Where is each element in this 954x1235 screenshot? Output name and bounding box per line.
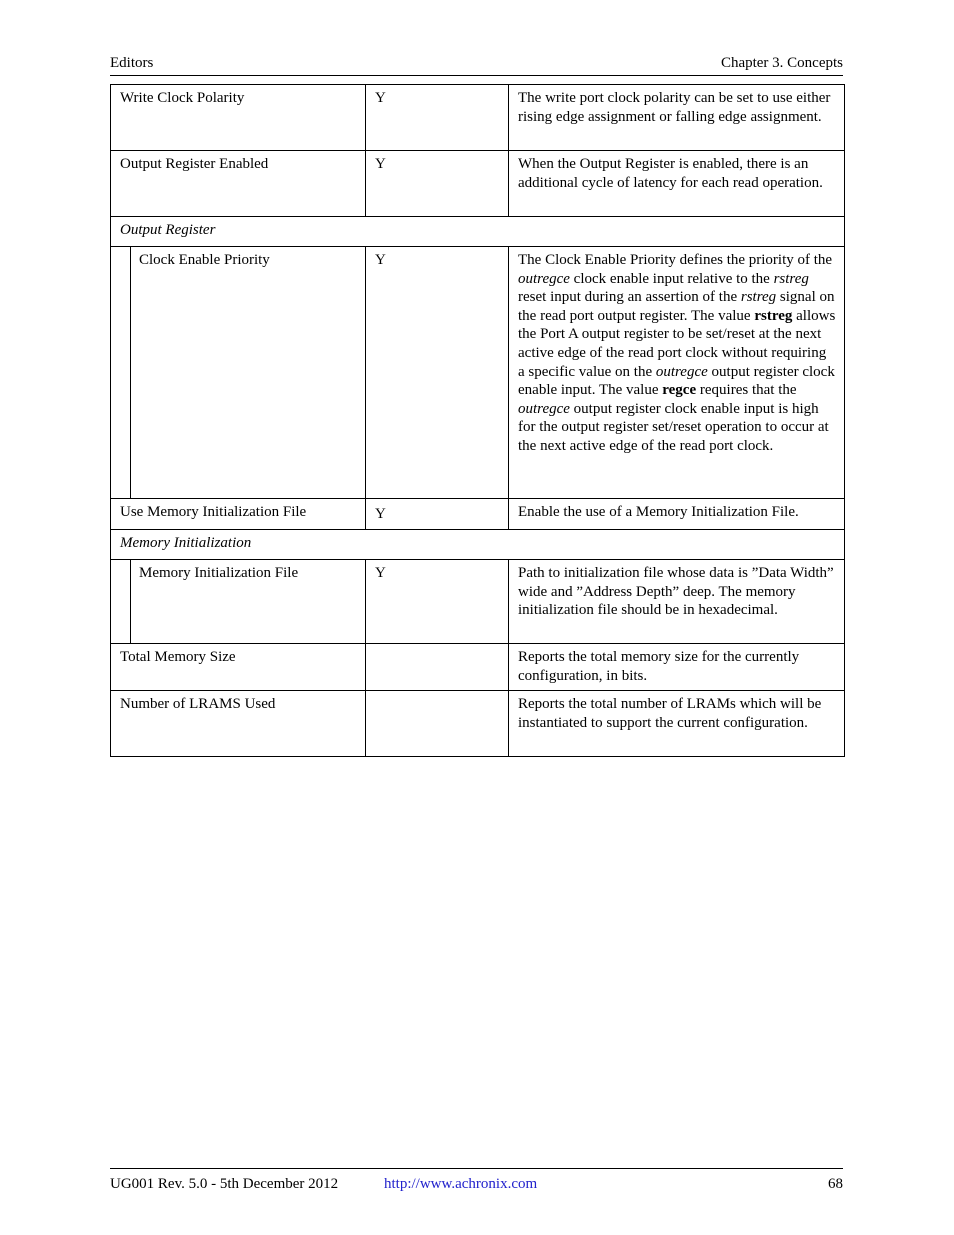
page-number: 68 (828, 1176, 843, 1192)
param-name-cell (111, 247, 366, 499)
table-row (111, 560, 845, 644)
table-row (111, 151, 845, 217)
revision-info: UG001 Rev. 5.0 - 5th December 2012 (110, 1176, 339, 1192)
param-name: Clock Enable Priority (139, 252, 270, 268)
param-value (366, 691, 509, 757)
param-value: Y (366, 247, 509, 499)
param-name: Total Memory Size (111, 644, 366, 691)
param-value: Y (366, 560, 509, 644)
table-row (111, 85, 845, 151)
page-header (110, 54, 843, 76)
param-name-cell (111, 560, 366, 644)
param-description: When the Output Register is enabled, there is an additional cycle of latency for each read operation. (509, 151, 845, 217)
param-description: Path to initialization file whose data is ”Data Width” wide and ”Address Depth” deep. The memory initialization file should be in hexadecimal. (509, 560, 845, 644)
param-name: Number of LRAMS Used (111, 691, 366, 757)
param-value: Y (366, 499, 509, 530)
param-name: Memory Initialization File (139, 565, 299, 581)
param-value: Y (366, 151, 509, 217)
param-value: Y (366, 85, 509, 151)
table-row (111, 691, 845, 757)
param-description: The Clock Enable Priority defines the priority of the outregce clock enable input relative to the rstreg reset input during an assertion of the rstreg signal on the read port output register. The value rstreg allows the Port A output register to be set/reset at the next active edge of the read port clock without requiring a specific value on the outregce output register clock enable input. The value regce requires that the outregce output register clock enable input is high for the output register set/reset operation to occur at the next active edge of the read port clock. (509, 247, 845, 499)
header-chapter: Chapter 3. Concepts (720, 55, 843, 71)
section-row (111, 217, 845, 247)
section-row (111, 530, 845, 560)
param-name: Output Register Enabled (111, 151, 366, 217)
param-name: Write Clock Polarity (111, 85, 366, 151)
indent-marker (111, 560, 131, 643)
header-section: Editors (110, 55, 154, 71)
table-row (111, 247, 845, 499)
indent-marker (111, 247, 131, 498)
page-footer (110, 1168, 843, 1197)
website-link[interactable]: http://www.achronix.com (384, 1176, 538, 1192)
table-row (111, 499, 845, 530)
param-description: The write port clock polarity can be set to use either rising edge assignment or falling edge assignment. (509, 85, 845, 151)
section-heading: Memory Initialization (111, 530, 845, 560)
param-name: Use Memory Initialization File (111, 499, 366, 530)
param-value (366, 644, 509, 691)
table-row (111, 644, 845, 691)
param-description: Reports the total memory size for the currently configuration, in bits. (509, 644, 845, 691)
section-heading: Output Register (111, 217, 845, 247)
param-description: Enable the use of a Memory Initialization File. (509, 499, 845, 530)
parameter-table (110, 84, 845, 757)
param-description: Reports the total number of LRAMs which will be instantiated to support the current configuration. (509, 691, 845, 757)
